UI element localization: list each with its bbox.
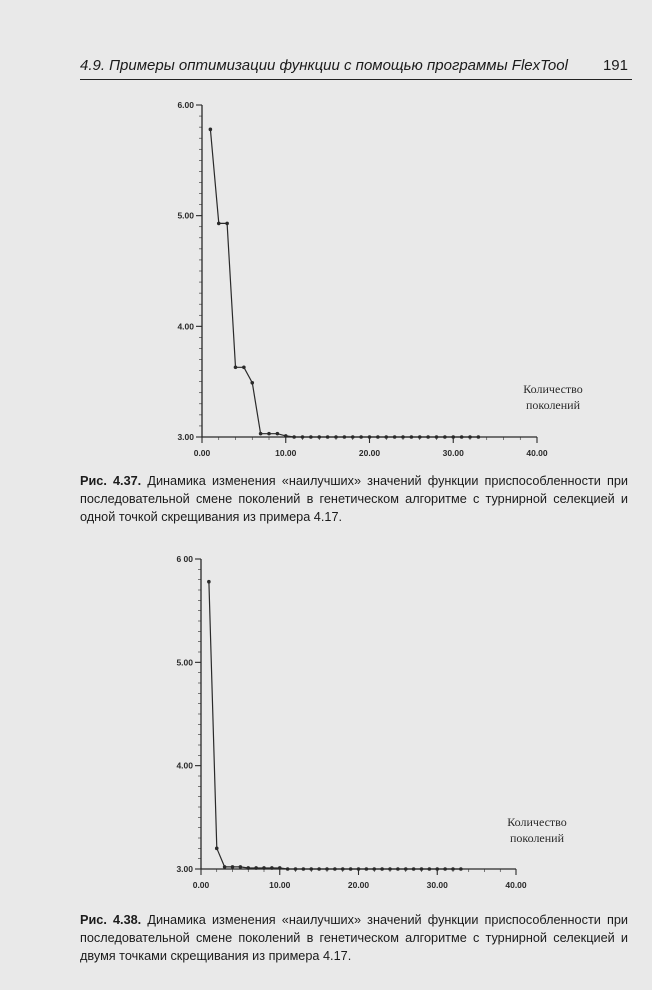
data-point <box>302 867 306 871</box>
data-point <box>443 435 447 439</box>
y-tick-label: 5.00 <box>177 210 194 221</box>
data-point <box>294 867 298 871</box>
data-point <box>435 867 439 871</box>
data-point <box>309 435 313 439</box>
data-point <box>428 867 432 871</box>
data-point <box>234 365 238 369</box>
data-point <box>209 128 213 132</box>
data-point <box>404 867 408 871</box>
data-point <box>401 435 405 439</box>
data-point <box>435 435 439 439</box>
data-point <box>217 222 221 226</box>
data-point <box>309 867 313 871</box>
data-point <box>276 432 280 436</box>
series-line <box>210 129 478 437</box>
y-tick-label: 3.00 <box>176 864 193 874</box>
data-point <box>250 381 254 385</box>
x-tick-label: 40.00 <box>526 448 548 458</box>
y-tick-label: 6 00 <box>176 554 193 564</box>
y-tick-label: 5.00 <box>176 657 193 668</box>
data-point <box>393 435 397 439</box>
axis-annotation: поколений <box>525 398 581 412</box>
figure-caption-text: Динамика изменения «наилучших» значений функции приспособленности при последовательной смене поколений в генетическом алгоритме с турнирной селекцией и одной точкой скрещивания из примера 4.17. <box>80 474 629 524</box>
y-tick-label: 4.00 <box>176 760 193 771</box>
x-tick-label: 10.00 <box>275 448 297 458</box>
data-point <box>384 435 388 439</box>
data-point <box>412 867 416 871</box>
data-point <box>286 867 290 871</box>
data-point <box>477 435 481 439</box>
data-point <box>284 434 288 438</box>
data-point <box>215 847 219 851</box>
data-point <box>418 435 422 439</box>
running-head <box>80 57 628 74</box>
data-point <box>223 865 227 869</box>
figure-4-37-caption <box>80 472 628 526</box>
figure-4-38-caption <box>80 911 628 965</box>
chart-svg <box>0 92 652 472</box>
data-point <box>334 435 338 439</box>
data-point <box>325 867 329 871</box>
data-point <box>451 867 455 871</box>
data-point <box>270 866 274 870</box>
x-tick-label: 10.00 <box>269 880 291 890</box>
x-tick-label: 20.00 <box>347 880 370 890</box>
y-tick-label: 3.00 <box>177 432 194 442</box>
data-point <box>443 867 447 871</box>
data-point <box>460 435 464 439</box>
chart-svg <box>0 543 652 903</box>
y-tick-label: 6.00 <box>177 100 194 110</box>
data-point <box>468 435 472 439</box>
data-point <box>459 867 463 871</box>
data-point <box>410 435 414 439</box>
figure-4-38-chart <box>0 543 652 903</box>
data-point <box>349 867 353 871</box>
data-point <box>351 435 355 439</box>
x-tick-label: 40.00 <box>505 880 527 890</box>
data-point <box>380 867 384 871</box>
running-head-title: 4.9. Примеры оптимизации функции с помощью программы FlexTool <box>80 57 568 74</box>
axis-annotation: поколений <box>509 831 565 845</box>
x-tick-label: 30.00 <box>442 448 464 458</box>
data-point <box>242 365 246 369</box>
data-point <box>372 867 376 871</box>
data-point <box>278 866 282 870</box>
header-rule <box>80 79 632 80</box>
data-point <box>357 867 361 871</box>
data-point <box>207 580 211 584</box>
figure-caption-text: Динамика изменения «наилучших» значений функции приспособленности при последовательной смене поколений в генетическом алгоритме с турнирной селекцией и двумя точками скрещивания из примера 4.17. <box>80 913 629 963</box>
data-point <box>231 865 235 869</box>
x-tick-label: 0.00 <box>193 448 211 458</box>
data-point <box>267 432 271 436</box>
data-point <box>396 867 400 871</box>
data-point <box>246 866 250 870</box>
data-point <box>365 867 369 871</box>
y-tick-label: 4.00 <box>177 321 194 332</box>
data-point <box>420 867 424 871</box>
data-point <box>225 222 229 226</box>
data-point <box>426 435 430 439</box>
x-tick-label: 20.00 <box>358 448 381 458</box>
data-point <box>259 432 263 436</box>
data-point <box>301 435 305 439</box>
data-point <box>292 435 296 439</box>
data-point <box>317 867 321 871</box>
figure-label: Рис. 4.37. <box>80 474 142 488</box>
figure-label: Рис. 4.38. <box>80 913 142 927</box>
series-line <box>209 582 461 869</box>
data-point <box>239 865 243 869</box>
data-point <box>333 867 337 871</box>
data-point <box>317 435 321 439</box>
data-point <box>451 435 455 439</box>
data-point <box>341 867 345 871</box>
figure-4-37-chart <box>0 92 652 472</box>
data-point <box>376 435 380 439</box>
data-point <box>343 435 347 439</box>
page-number: 191 <box>602 57 628 74</box>
data-point <box>262 866 266 870</box>
data-point <box>359 435 363 439</box>
x-tick-label: 0.00 <box>192 880 210 890</box>
data-point <box>254 866 258 870</box>
axis-annotation: Количество <box>507 815 567 829</box>
data-point <box>388 867 392 871</box>
x-tick-label: 30.00 <box>426 880 448 890</box>
axis-annotation: Количество <box>523 382 583 396</box>
data-point <box>368 435 372 439</box>
data-point <box>326 435 330 439</box>
